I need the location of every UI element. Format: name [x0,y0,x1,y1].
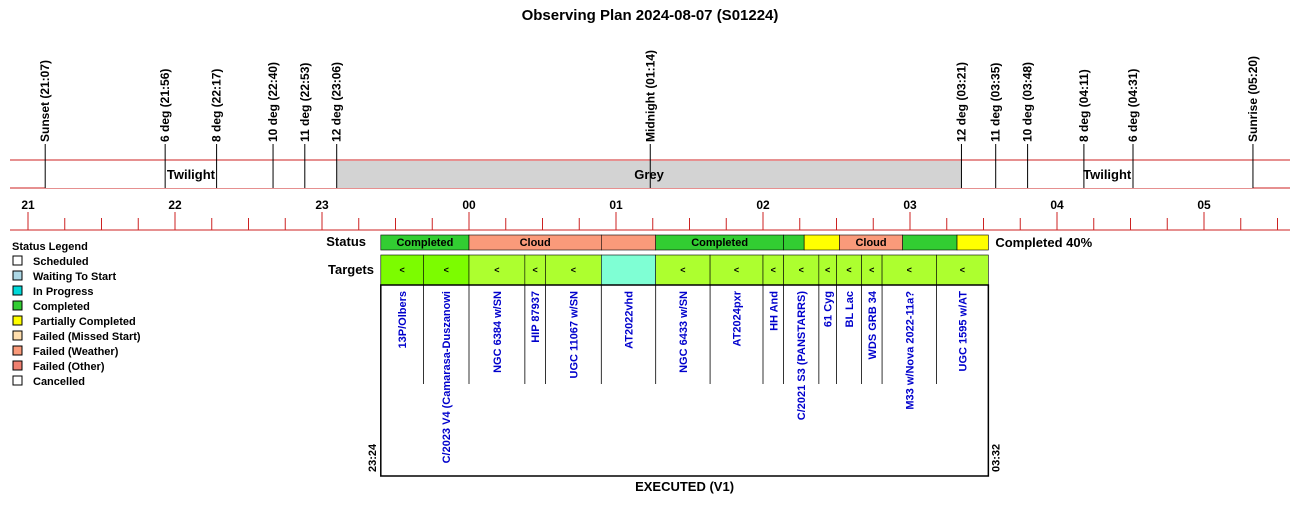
legend-swatch-6 [13,346,22,355]
target-name-8: HH And [768,291,781,331]
target-name-9: C/2021 S3 (PANSTARRS) [796,291,809,421]
event-label-5: 12 deg (23:06) [329,61,344,142]
hour-label-4: 01 [609,198,623,212]
legend-label-3: Completed [33,301,90,313]
status-block-2 [601,235,655,250]
target-name-2: NGC 6384 w/SN [491,291,504,373]
event-label-7: 12 deg (03:21) [954,61,969,142]
event-label-0: Sunset (21:07) [38,59,53,142]
legend-swatch-1 [13,271,22,280]
legend-swatch-4 [13,316,22,325]
plan-area [367,235,1093,494]
event-label-12: Sunrise (05:20) [1245,55,1260,142]
legend-label-4: Partially Completed [33,316,136,328]
target-marker-12: < [869,265,875,275]
hour-label-0: 21 [21,198,35,212]
legend-label-8: Cancelled [33,376,85,388]
status-block-4 [784,235,805,250]
target-name-1: C/2023 V4 (Camarasa-Duszanowi [441,291,454,464]
event-label-8: 11 deg (03:35) [988,62,1003,142]
legend-swatch-7 [13,361,22,370]
legend-swatch-0 [13,256,22,265]
sky-period-label-0: Twilight [166,167,216,182]
event-label-6: Midnight (01:14) [643,50,658,142]
status-block-label-0: Completed [396,237,454,249]
legend-swatch-3 [13,301,22,310]
legend-label-6: Failed (Weather) [33,346,119,358]
target-marker-1: < [443,265,449,275]
target-names [397,285,969,463]
target-marker-11: < [846,265,852,275]
event-label-4: 11 deg (22:53) [297,62,312,142]
targets-row-label: Targets [328,262,374,277]
target-marker-7: < [733,265,740,275]
target-name-3: HIP 87937 [530,291,543,343]
hour-label-7: 04 [1050,198,1064,212]
target-marker-3: < [532,265,538,275]
hour-label-3: 00 [462,198,476,212]
target-marker-4: < [570,265,577,275]
target-marker-0: < [399,265,405,275]
target-row [381,255,989,285]
event-label-11: 6 deg (04:31) [1125,68,1140,142]
status-block-8 [957,235,988,250]
event-label-3: 10 deg (22:40) [266,61,281,142]
plan-footer: EXECUTED (V1) [635,479,735,494]
target-name-12: WDS GRB 34 [866,291,879,360]
target-marker-14: < [959,265,966,275]
legend-label-5: Failed (Missed Start) [33,331,141,343]
legend-swatch-5 [13,331,22,340]
status-block-label-1: Cloud [519,237,551,249]
target-marker-9: < [798,265,804,275]
target-name-4: UGC 11067 w/SN [568,291,581,379]
status-row-label: Status [326,234,366,249]
target-name-11: BL Lac [843,291,856,328]
sky-period-label-2: Twilight [1083,167,1132,182]
hour-label-8: 05 [1197,198,1211,212]
target-name-10: 61 Cyg [822,291,835,328]
target-name-7: AT2024pxr [731,291,744,347]
status-block-5 [804,235,839,250]
plan-end-time: 03:32 [990,443,1003,472]
sky-periods [45,161,1253,188]
target-name-6: NGC 6433 w/SN [677,291,690,373]
plan-start-time: 23:24 [366,443,379,472]
plan-summary: Completed 40% [995,235,1093,250]
legend-label-1: Waiting To Start [33,271,117,283]
status-block-label-6: Cloud [855,237,887,249]
legend-swatch-8 [13,376,22,385]
event-label-2: 8 deg (22:17) [209,68,224,142]
event-label-9: 10 deg (03:48) [1020,61,1035,142]
target-name-13: M33 w/Nova 2022-11a? [904,291,917,410]
status-legend [12,241,141,388]
event-label-10: 8 deg (04:11) [1076,69,1091,142]
target-name-14: UGC 1595 w/AT [957,291,970,372]
target-marker-13: < [906,265,912,275]
hour-label-5: 02 [756,198,770,212]
legend-swatch-2 [13,286,22,295]
status-block-label-3: Completed [691,237,749,249]
target-marker-10: < [825,265,831,275]
legend-label-7: Failed (Other) [33,361,105,373]
target-name-5: AT2022vhd [623,291,636,349]
target-marker-6: < [680,265,686,275]
sky-period-label-1: Grey [634,167,664,182]
target-block-5 [601,255,655,285]
hour-label-6: 03 [903,198,917,212]
target-marker-8: < [770,265,776,275]
status-row [381,235,989,250]
event-label-1: 6 deg (21:56) [158,68,173,142]
hour-axis [21,198,1277,230]
target-marker-2: < [494,265,500,275]
legend-title: Status Legend [12,241,88,253]
legend-label-0: Scheduled [33,256,89,268]
target-name-0: 13P/Olbers [397,291,410,349]
status-block-7 [903,235,957,250]
chart-title: Observing Plan 2024-08-07 (S01224) [521,7,779,24]
hour-label-2: 23 [315,198,329,212]
legend-label-2: In Progress [33,286,94,298]
hour-label-1: 22 [168,198,182,212]
